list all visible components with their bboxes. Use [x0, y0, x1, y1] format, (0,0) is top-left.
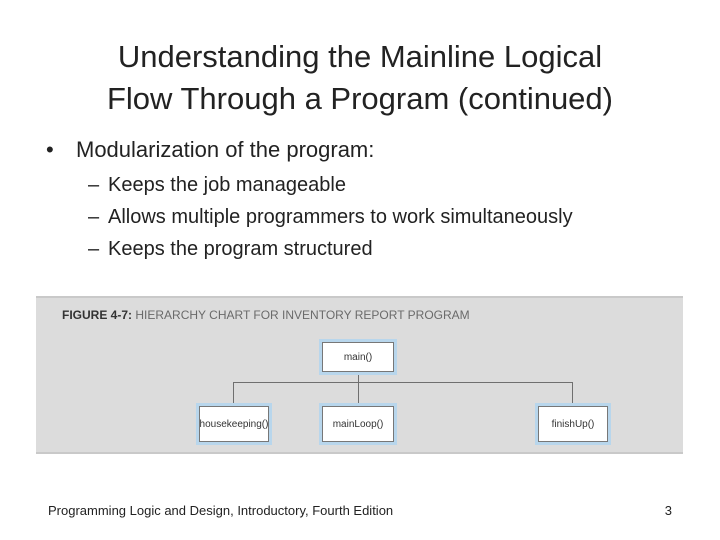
sub-bullet-text: Keeps the program structured: [108, 238, 373, 260]
sub-bullet-text: Keeps the job manageable: [108, 174, 346, 196]
sub-bullet-item: [88, 201, 573, 233]
node-finishup-label: finishUp(): [551, 418, 595, 430]
footer-text: Programming Logic and Design, Introductory, Fourth Edition: [48, 503, 394, 518]
node-housekeeping-label: housekeeping(): [199, 418, 269, 430]
bullet-dot-icon: •: [46, 137, 54, 162]
dash-icon: –: [88, 206, 100, 228]
connector-left-down: [233, 382, 234, 406]
node-mainloop: [322, 406, 394, 442]
hierarchy-chart-figure: [36, 296, 683, 454]
connector-root-down: [358, 371, 359, 382]
sub-bullet-list: [88, 169, 573, 265]
node-finishup: [538, 406, 608, 442]
sub-bullet-item: [88, 169, 573, 201]
connector-middle-down: [358, 382, 359, 406]
node-main-label: main(): [343, 351, 373, 363]
bullet-item: [46, 136, 374, 164]
title-line-2: Flow Through a Program (continued): [106, 81, 613, 116]
dash-icon: –: [88, 174, 100, 196]
connector-horizontal: [233, 382, 573, 383]
figure-caption-text: HIERARCHY CHART FOR INVENTORY REPORT PROGRAM: [135, 308, 470, 322]
sub-bullet-item: [88, 233, 573, 265]
sub-bullet-text: Allows multiple programmers to work simultaneously: [108, 206, 573, 228]
node-main: [322, 342, 394, 372]
dash-icon: –: [88, 238, 100, 260]
figure-label: FIGURE 4-7:: [62, 308, 133, 322]
slide-title: [20, 36, 700, 120]
connector-right-down: [572, 382, 573, 406]
bullet-text: Modularization of the program:: [76, 137, 375, 162]
hierarchy-chart: [36, 298, 683, 456]
node-mainloop-label: mainLoop(): [332, 418, 384, 430]
title-line-1: Understanding the Mainline Logical: [117, 39, 603, 74]
node-housekeeping: [199, 406, 269, 442]
page-number: 3: [664, 503, 672, 518]
